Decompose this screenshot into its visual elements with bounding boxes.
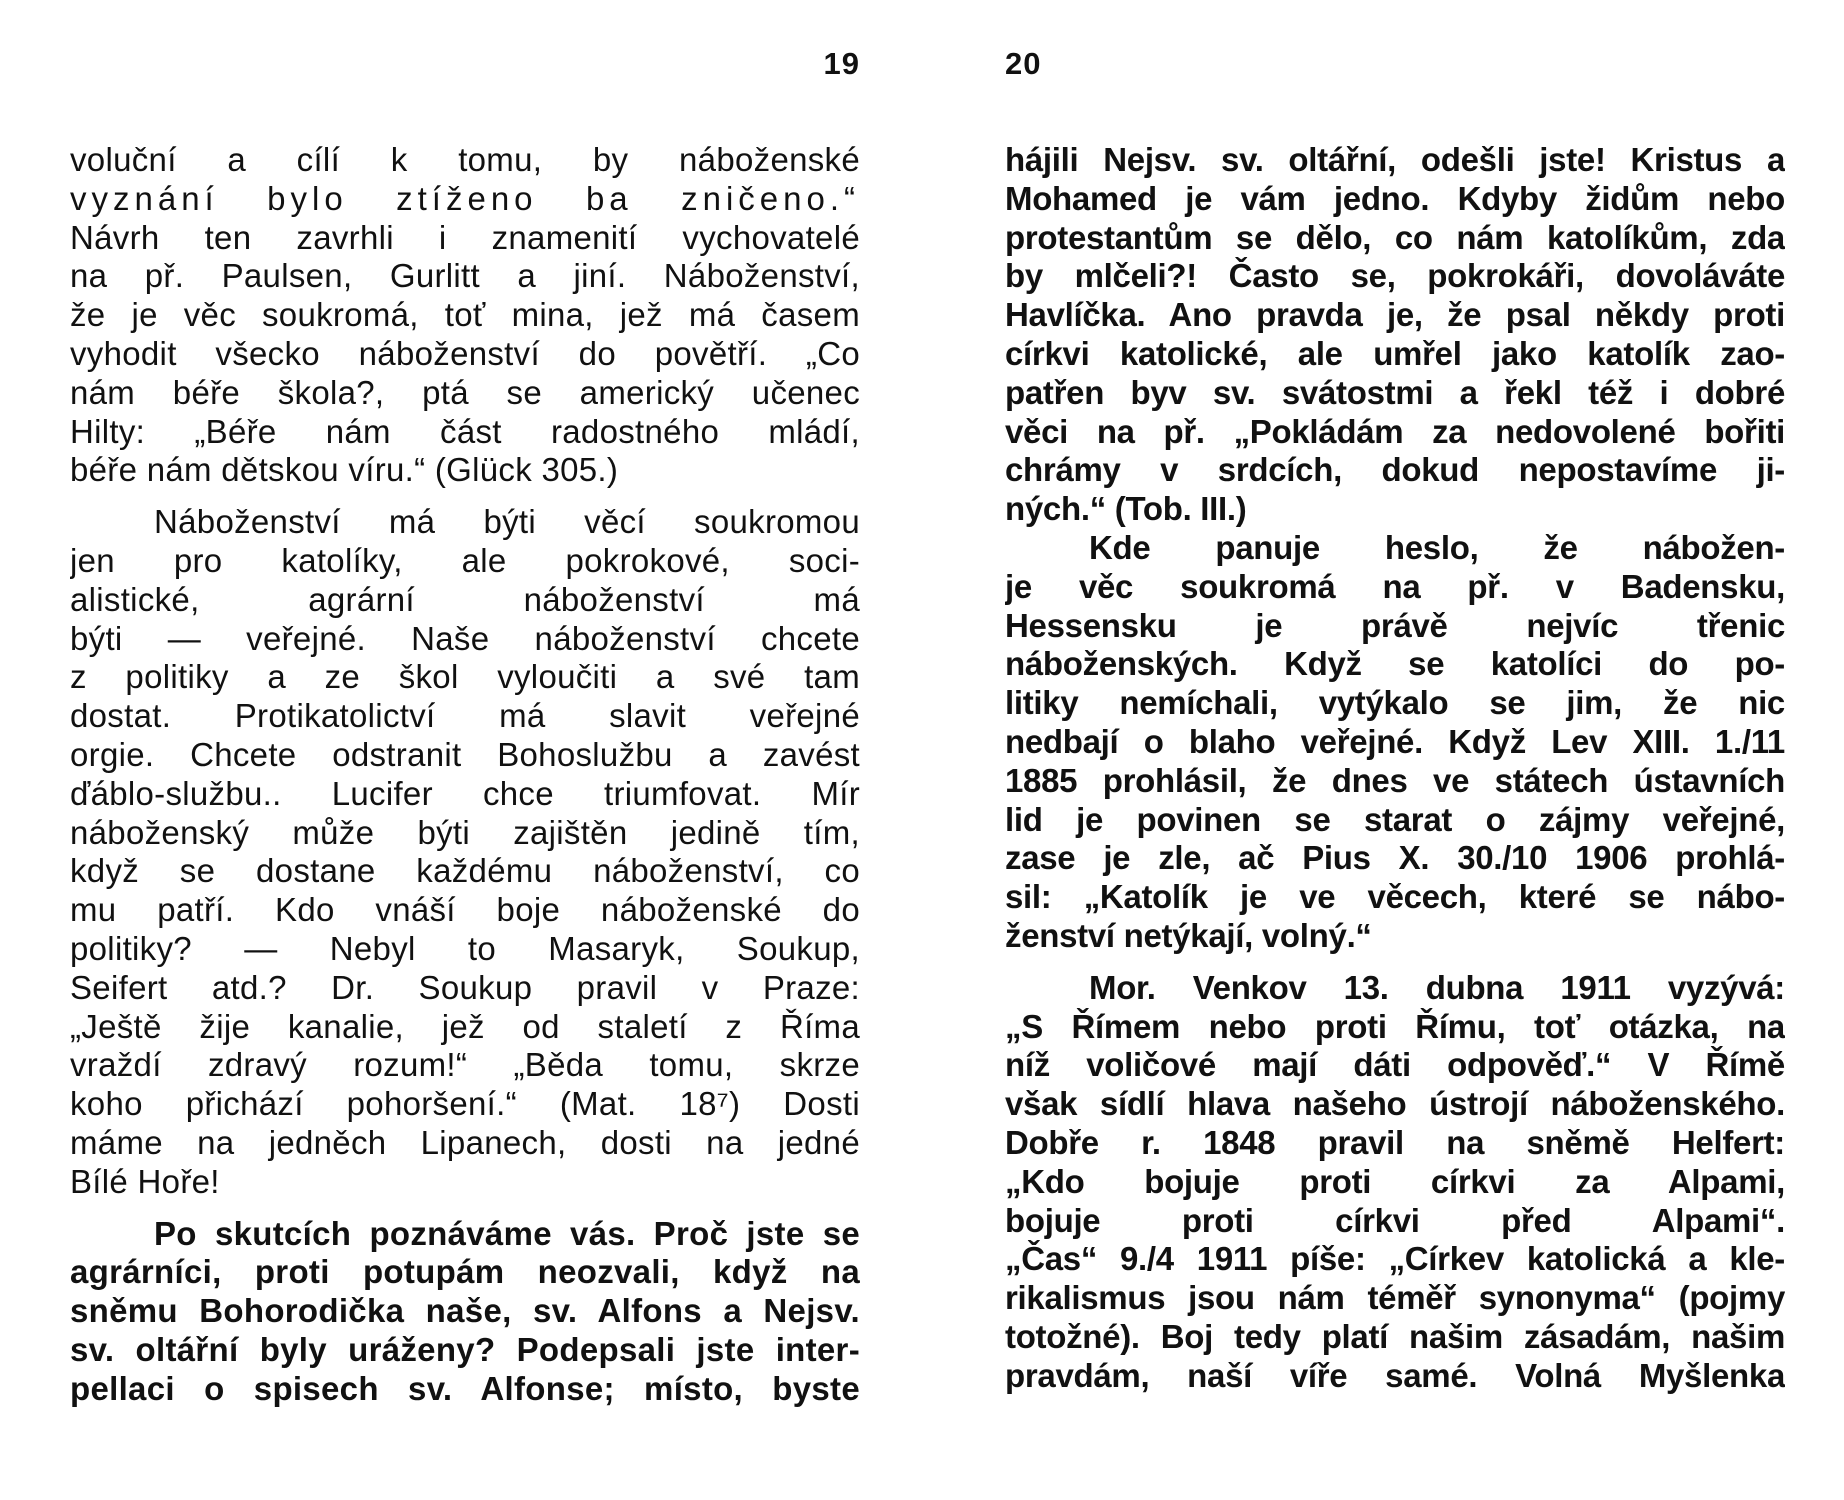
text-line: pellaci o spisech sv. Alfonse; místo, byste — [70, 1369, 860, 1407]
text-line: Mohamed je vám jedno. Kdyby židům nebo — [1005, 179, 1785, 217]
page-number: 19 — [823, 46, 860, 81]
left-page-text — [70, 141, 860, 1409]
text-line: koho přichází pohoršení.“ (Mat. 18⁷) Dosti — [70, 1085, 860, 1123]
text-line: agrárníci, proti potupám neozvali, když na — [70, 1253, 860, 1291]
text-line: ďáblo-službu.. Lucifer chce triumfovat. Mír — [70, 774, 860, 812]
text-line: když se dostane každému náboženství, co — [70, 852, 860, 890]
text-line: náboženský může býti zajištěn jedině tím, — [70, 813, 860, 851]
text-line: totožné). Boj tedy platí našim zásadám, našim — [1005, 1317, 1785, 1355]
text-line: pravdám, naší víře samé. Volná Myšlenka — [1005, 1356, 1785, 1394]
text-line: nám béře škola?, ptá se americký učenec — [70, 373, 860, 411]
text-line: 1885 prohlásil, že dnes ve státech ústavních — [1005, 761, 1785, 799]
text-line: náboženských. Když se katolíci do po- — [1005, 645, 1785, 683]
text-line: Náboženství má býti věcí soukromou — [154, 503, 860, 541]
text-line: orgie. Chcete odstranit Bohoslužbu a zavést — [70, 735, 860, 773]
text-line: patřen byv sv. svátostmi a řekl též i dobré — [1005, 373, 1785, 411]
text-line: sv. oltářní byly uráženy? Podepsali jste inter- — [70, 1330, 860, 1368]
text-line: alistické, agrární náboženství má — [70, 580, 860, 618]
text-line: rikalismus jsou nám téměř synonyma“ (pojmy — [1005, 1279, 1785, 1317]
text-line: Kde panuje heslo, že nábožen- — [1089, 528, 1785, 566]
text-line: bojuje proti církvi před Alpami“. — [1005, 1201, 1785, 1239]
text-line: jen pro katolíky, ale pokrokové, soci- — [70, 541, 860, 579]
text-line: Návrh ten zavrhli i znamenití vychovatelé — [70, 218, 860, 256]
left-page — [70, 0, 860, 1500]
text-line: zase je zle, ač Pius X. 30./10 1906 prohlá- — [1005, 839, 1785, 877]
text-line: sněmu Bohorodička naše, sv. Alfons a Nejsv. — [70, 1292, 860, 1330]
text-line: „S Římem nebo proti Římu, toť otázka, na — [1005, 1007, 1785, 1045]
text-line: „Ještě žije kanalie, jež od staletí z Říma — [70, 1007, 860, 1045]
text-line: politiky? — Nebyl to Masaryk, Soukup, — [70, 929, 860, 967]
text-line: ných.“ (Tob. III.) — [1005, 490, 1247, 528]
text-line: vraždí zdravý rozum!“ „Běda tomu, skrze — [70, 1046, 860, 1084]
text-line: sil: „Katolík je ve věcech, které se nábo- — [1005, 878, 1785, 916]
text-line: voluční a cílí k tomu, by náboženské — [70, 141, 860, 178]
text-line: Dobře r. 1848 pravil na sněmě Helfert: — [1005, 1123, 1785, 1161]
text-line: Seifert atd.? Dr. Soukup pravil v Praze: — [70, 968, 860, 1006]
text-line: Bílé Hoře! — [70, 1162, 220, 1200]
text-line: ženství netýkají, volný.“ — [1005, 916, 1372, 954]
text-line: dostat. Protikatolictví má slavit veřejné — [70, 697, 860, 735]
text-line: chrámy v srdcích, dokud nepostavíme ji- — [1005, 451, 1785, 489]
text-line: Havlíčka. Ano pravda je, že psal někdy proti — [1005, 296, 1785, 334]
right-page — [1005, 0, 1785, 1500]
text-line: lid je povinen se starat o zájmy veřejné, — [1005, 800, 1785, 838]
text-line: však sídlí hlava našeho ústrojí náboženského. — [1005, 1085, 1785, 1123]
text-line: nedbají o blaho veřejné. Když Lev XIII. 1./11 — [1005, 722, 1785, 760]
text-line: z politiky a ze škol vyloučiti a své tam — [70, 658, 860, 696]
text-line: vyznání bylo ztíženo ba zničeno.“ — [70, 179, 860, 217]
text-line: věci na př. „Pokládám za nedovolené bořiti — [1005, 412, 1785, 450]
text-line: Hessensku je právě nejvíc třenic — [1005, 606, 1785, 644]
text-line: Mor. Venkov 13. dubna 1911 vyzývá: — [1089, 968, 1785, 1006]
text-line: býti — veřejné. Naše náboženství chcete — [70, 619, 860, 657]
text-line: Po skutcích poznáváme vás. Proč jste se — [154, 1214, 860, 1252]
text-line: níž voličové mají dáti odpověď.“ V Římě — [1005, 1046, 1785, 1084]
text-line: na př. Paulsen, Gurlitt a jiní. Náboženství, — [70, 257, 860, 295]
text-line: církvi katolické, ale umřel jako katolík zao- — [1005, 334, 1785, 372]
text-line: béře nám dětskou víru.“ (Glück 305.) — [70, 451, 619, 489]
text-line: je věc soukromá na př. v Badensku, — [1005, 567, 1785, 605]
text-line: „Kdo bojuje proti církvi za Alpami, — [1005, 1162, 1785, 1200]
text-line: protestantům se dělo, co nám katolíkům, zda — [1005, 218, 1785, 256]
text-line: že je věc soukromá, toť mina, jež má časem — [70, 296, 860, 334]
text-line: litiky nemíchali, vytýkalo se jim, že nic — [1005, 684, 1785, 722]
right-page-text — [1005, 141, 1785, 1396]
text-line: „Čas“ 9./4 1911 píše: „Církev katolická a kle- — [1005, 1240, 1785, 1278]
text-line: vyhodit všecko náboženství do povětří. „Co — [70, 334, 860, 372]
text-line: hájili Nejsv. sv. oltářní, odešli jste! Kristus a — [1005, 141, 1785, 178]
text-line: mu patří. Kdo vnáší boje náboženské do — [70, 891, 860, 929]
page-number: 20 — [1005, 46, 1042, 81]
text-line: Hilty: „Béře nám část radostného mládí, — [70, 412, 860, 450]
text-line: máme na jedněch Lipanech, dosti na jedné — [70, 1123, 860, 1161]
text-line: by mlčeli?! Často se, pokrokáři, dovoláváte — [1005, 257, 1785, 295]
